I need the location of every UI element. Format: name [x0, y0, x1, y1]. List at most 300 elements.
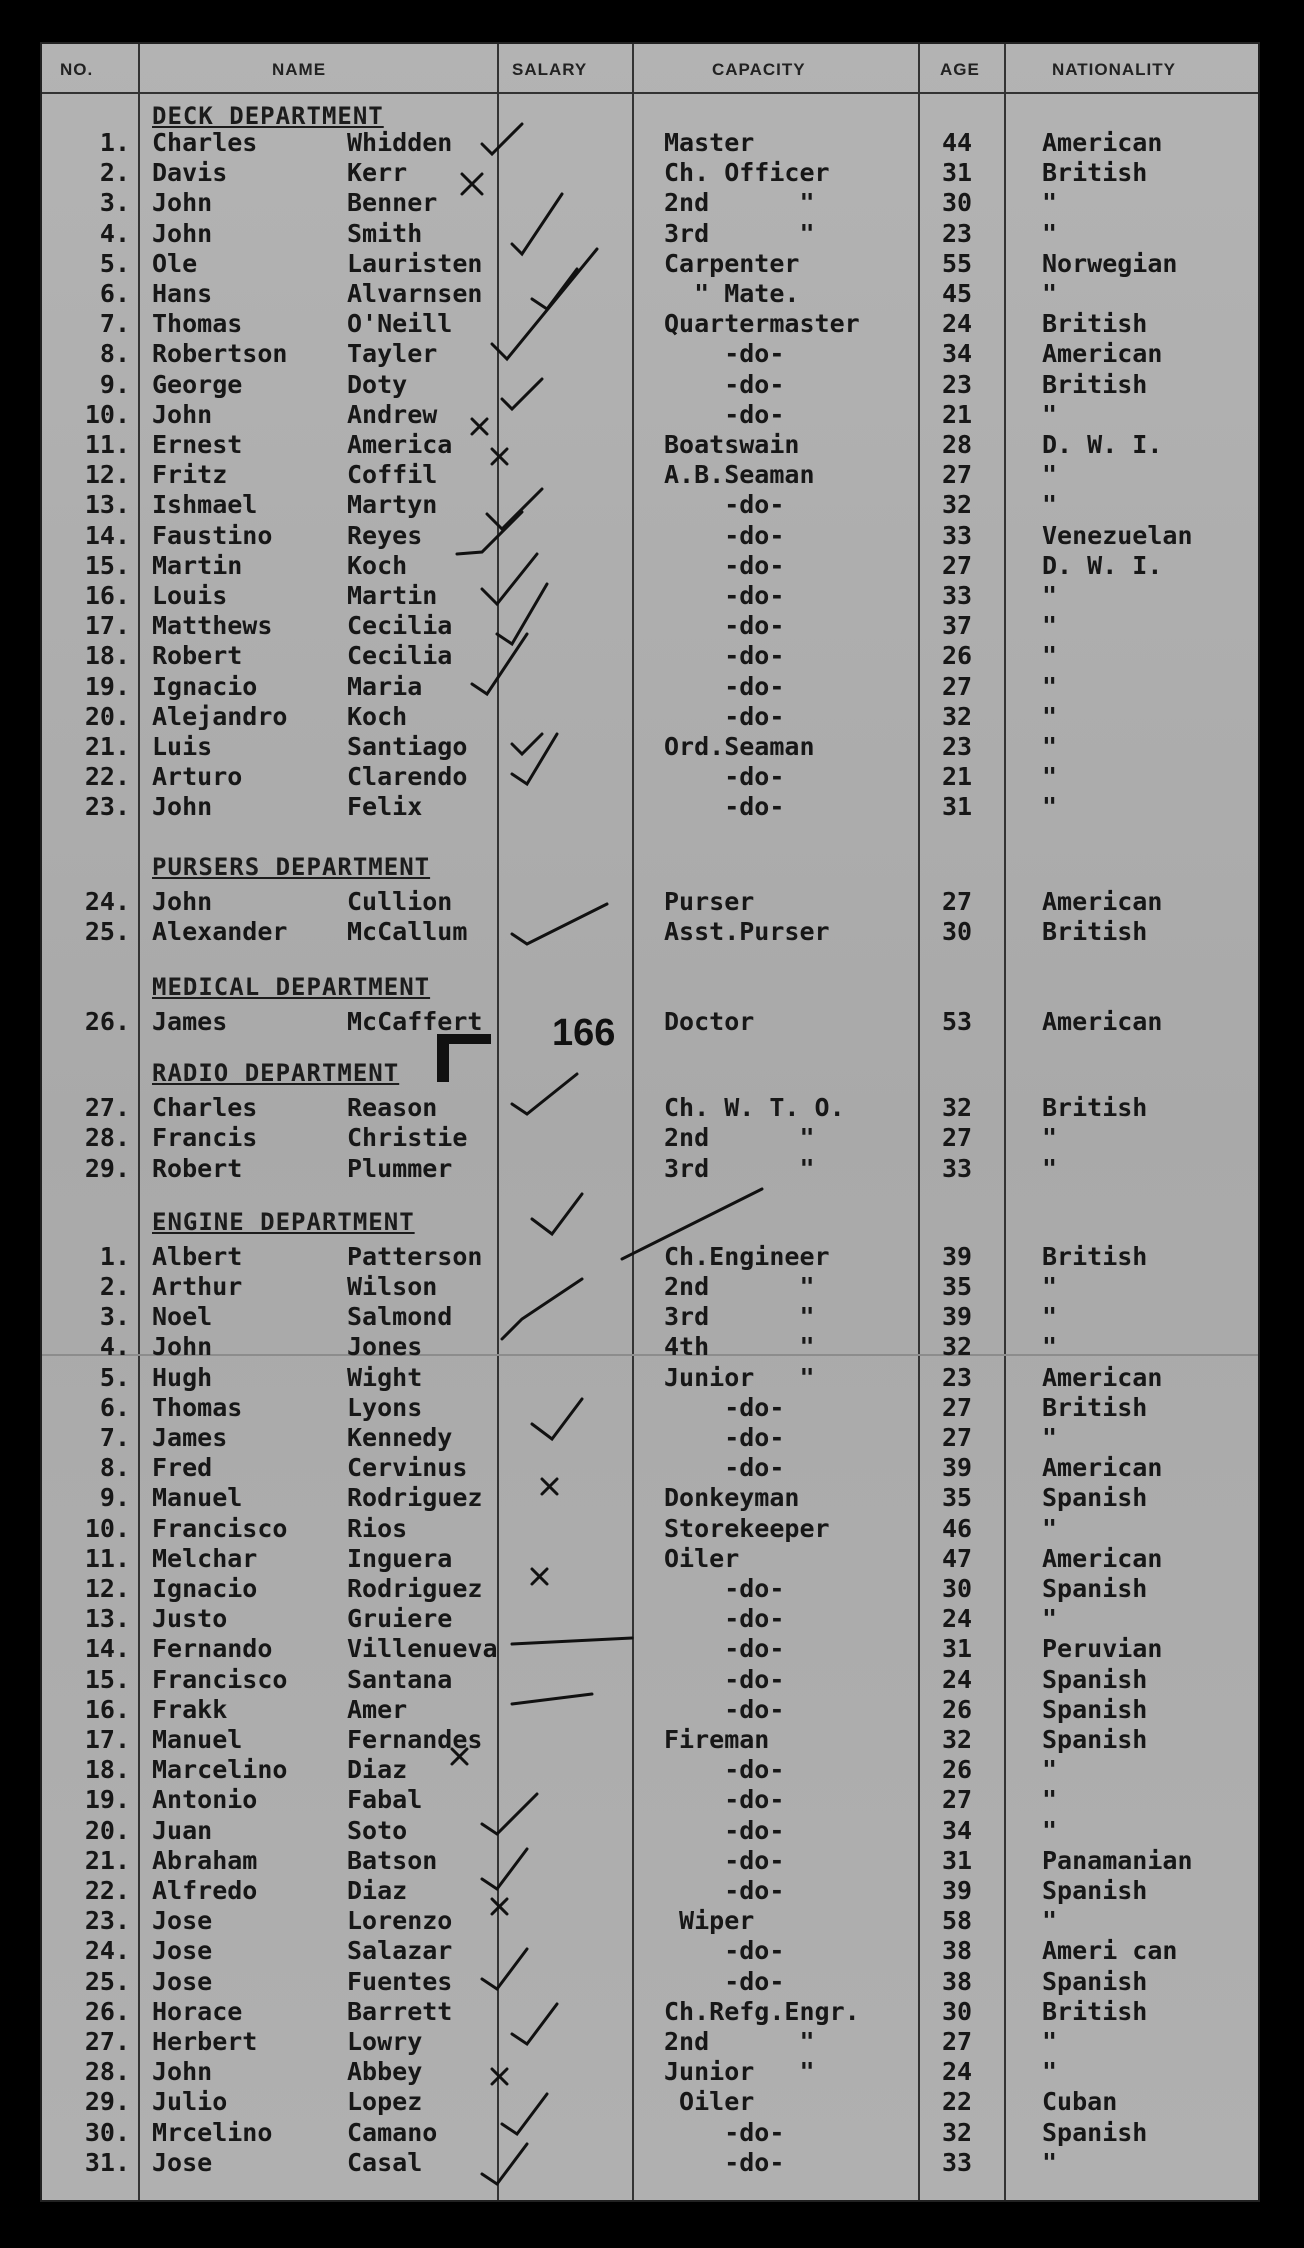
crew-nationality: Spanish: [1042, 1664, 1148, 1694]
crew-number: 5.: [99, 248, 130, 278]
crew-age: 33: [942, 581, 973, 610]
crew-number: 22.: [84, 762, 130, 792]
crew-first-name: John: [152, 218, 213, 248]
crew-age: 22: [942, 2087, 973, 2117]
crew-age: 26: [942, 1694, 973, 1724]
crew-number: 15.: [84, 1664, 130, 1694]
crew-nationality: ": [1042, 1423, 1058, 1452]
crew-last-name: Camano: [347, 2117, 438, 2147]
crew-first-name: Charles: [152, 128, 258, 157]
crew-number: 18.: [84, 641, 130, 671]
crew-capacity: -do-: [664, 701, 785, 731]
crew-list-sheet: [40, 42, 1260, 2202]
crew-first-name: Fred: [152, 1453, 213, 1483]
crew-nationality: ": [1042, 792, 1058, 822]
crew-first-name: Justo: [152, 1604, 228, 1634]
crew-nationality: Cuban: [1042, 2087, 1118, 2117]
crew-first-name: Robert: [152, 1153, 243, 1183]
crew-last-name: Diaz: [347, 1755, 408, 1785]
crew-capacity: 3rd ": [664, 1153, 815, 1183]
crew-last-name: Diaz: [347, 1876, 408, 1905]
crew-nationality: ": [1042, 1302, 1058, 1332]
crew-number: 20.: [84, 701, 130, 731]
crew-first-name: Marcelino: [152, 1755, 288, 1785]
crew-nationality: ": [1042, 218, 1058, 248]
crew-age: 28: [942, 430, 973, 459]
crew-last-name: Rodriguez: [347, 1574, 483, 1603]
crew-age: 31: [942, 1634, 973, 1664]
crew-number: 25.: [84, 1966, 130, 1996]
crew-nationality: ": [1042, 701, 1058, 731]
crew-first-name: Manuel: [152, 1483, 243, 1513]
crew-capacity: -do-: [664, 1694, 785, 1724]
crew-age: 23: [942, 1362, 973, 1392]
crew-first-name: Noel: [152, 1302, 213, 1332]
crew-capacity: -do-: [664, 1845, 785, 1875]
crew-first-name: Jose: [152, 1966, 213, 1996]
crew-first-name: Alejandro: [152, 701, 288, 731]
crew-last-name: Doty: [347, 369, 408, 399]
crew-first-name: Thomas: [152, 1392, 243, 1422]
crew-last-name: Cecilia: [347, 641, 453, 671]
crew-number: 24.: [84, 1936, 130, 1966]
crew-first-name: Manuel: [152, 1725, 243, 1754]
crew-capacity: Doctor: [664, 1007, 755, 1036]
crew-capacity: -do-: [664, 1392, 785, 1422]
crew-capacity: Ch.Engineer: [664, 1241, 830, 1271]
crew-first-name: Mrcelino: [152, 2117, 273, 2147]
crew-capacity: -do-: [664, 2117, 785, 2147]
crew-age: 21: [942, 762, 973, 792]
crew-capacity: -do-: [664, 369, 785, 399]
crew-last-name: Patterson: [347, 1241, 483, 1271]
crew-last-name: Reyes: [347, 520, 423, 550]
crew-last-name: Casal: [347, 2147, 423, 2177]
crew-last-name: Fuentes: [347, 1966, 453, 1996]
crew-nationality: British: [1042, 369, 1148, 399]
crew-nationality: ": [1042, 1272, 1058, 1301]
crew-nationality: ": [1042, 399, 1058, 429]
crew-last-name: Christie: [347, 1123, 468, 1153]
crew-last-name: America: [347, 430, 453, 459]
crew-number: 17.: [84, 611, 130, 641]
crew-age: 37: [942, 611, 973, 641]
crew-age: 26: [942, 1755, 973, 1785]
crew-first-name: Ignacio: [152, 671, 258, 701]
crew-age: 46: [942, 1513, 973, 1543]
crew-capacity: 3rd ": [664, 1302, 815, 1332]
section-title: ENGINE DEPARTMENT: [152, 1207, 415, 1236]
crew-number: 26.: [84, 1007, 130, 1036]
crew-age: 27: [942, 550, 973, 580]
crew-first-name: Herbert: [152, 2027, 258, 2056]
header-nationality: NATIONALITY: [1052, 60, 1177, 79]
crew-nationality: ": [1042, 611, 1058, 641]
crew-nationality: ": [1042, 732, 1058, 761]
crew-number: 3.: [99, 188, 130, 218]
crew-last-name: Lauristen: [347, 248, 483, 278]
header-salary: SALARY: [512, 60, 588, 79]
crew-capacity: 2nd ": [664, 2027, 815, 2056]
crew-last-name: Wilson: [347, 1272, 438, 1301]
crew-first-name: Fritz: [152, 460, 228, 490]
crew-age: 24: [942, 1664, 973, 1694]
crew-age: 21: [942, 399, 973, 429]
crew-capacity: Wiper: [664, 1906, 755, 1936]
crew-capacity: -do-: [664, 490, 785, 520]
crew-last-name: Santana: [347, 1664, 453, 1694]
crew-last-name: Soto: [347, 1815, 408, 1845]
crew-last-name: Smith: [347, 218, 423, 248]
crew-nationality: ": [1042, 188, 1058, 218]
crew-age: 26: [942, 641, 973, 671]
crew-age: 27: [942, 1392, 973, 1422]
crew-last-name: O'Neill: [347, 309, 453, 339]
crew-last-name: Lyons: [347, 1392, 423, 1422]
crew-age: 33: [942, 520, 973, 550]
crew-age: 32: [942, 1725, 973, 1754]
crew-last-name: McCaffert: [347, 1007, 483, 1036]
crew-first-name: Hans: [152, 279, 213, 308]
crew-first-name: Ishmael: [152, 490, 258, 520]
crew-nationality: ": [1042, 1815, 1058, 1845]
crew-number: 23.: [84, 1906, 130, 1936]
crew-capacity: Junior ": [664, 2057, 815, 2087]
crew-number: 15.: [84, 550, 130, 580]
crew-last-name: Reason: [347, 1093, 438, 1123]
crew-age: 27: [942, 2027, 973, 2056]
crew-first-name: Antonio: [152, 1785, 258, 1815]
crew-age: 38: [942, 1966, 973, 1996]
crew-capacity: 3rd ": [664, 218, 815, 248]
crew-first-name: Thomas: [152, 309, 243, 339]
crew-capacity: -do-: [664, 1604, 785, 1634]
crew-last-name: Andrew: [347, 399, 438, 429]
crew-age: 30: [942, 1574, 973, 1603]
crew-number: 21.: [84, 732, 130, 761]
crew-first-name: Davis: [152, 158, 228, 188]
crew-last-name: Wight: [347, 1362, 423, 1392]
crew-first-name: Juan: [152, 1815, 213, 1845]
crew-capacity: -do-: [664, 1453, 785, 1483]
crew-first-name: James: [152, 1423, 228, 1452]
crew-age: 35: [942, 1483, 973, 1513]
crew-capacity: Fireman: [664, 1725, 770, 1754]
crew-number: 27.: [84, 1093, 130, 1123]
crew-number: 4.: [99, 218, 130, 248]
crew-capacity: -do-: [664, 2147, 785, 2177]
crew-last-name: Alvarnsen: [347, 279, 483, 308]
crew-capacity: Boatswain: [664, 430, 800, 459]
crew-number: 14.: [84, 1634, 130, 1664]
crew-first-name: John: [152, 1332, 213, 1362]
crew-number: 19.: [84, 671, 130, 701]
crew-nationality: British: [1042, 1241, 1148, 1271]
crew-last-name: Koch: [347, 550, 408, 580]
crew-number: 11.: [84, 430, 130, 459]
crew-number: 29.: [84, 1153, 130, 1183]
crew-number: 21.: [84, 1845, 130, 1875]
crew-nationality: ": [1042, 1755, 1058, 1785]
crew-number: 29.: [84, 2087, 130, 2117]
crew-number: 28.: [84, 1123, 130, 1153]
crew-last-name: Cecilia: [347, 611, 453, 641]
crew-first-name: Ernest: [152, 430, 243, 459]
crew-nationality: British: [1042, 1996, 1148, 2026]
crew-number: 16.: [84, 581, 130, 610]
crew-age: 58: [942, 1906, 973, 1936]
crew-first-name: Louis: [152, 581, 228, 610]
crew-age: 27: [942, 1123, 973, 1153]
crew-capacity: -do-: [664, 762, 785, 792]
crew-age: 44: [942, 128, 973, 157]
crew-first-name: Robert: [152, 641, 243, 671]
crew-nationality: ": [1042, 2147, 1058, 2177]
crew-last-name: Martin: [347, 581, 438, 610]
crew-last-name: Martyn: [347, 490, 438, 520]
header-name: NAME: [272, 60, 327, 79]
crew-first-name: John: [152, 399, 213, 429]
crew-nationality: Ameri can: [1042, 1936, 1178, 1966]
crew-number: 5.: [99, 1362, 130, 1392]
crew-capacity: -do-: [664, 792, 785, 822]
crew-nationality: ": [1042, 2057, 1058, 2087]
crew-nationality: ": [1042, 1153, 1058, 1183]
crew-first-name: Francisco: [152, 1513, 288, 1543]
crew-number: 27.: [84, 2027, 130, 2056]
crew-capacity: -do-: [664, 1664, 785, 1694]
crew-number: 1.: [99, 1241, 130, 1271]
crew-number: 10.: [84, 1513, 130, 1543]
page-stamp-number: 166: [552, 1012, 616, 1054]
crew-nationality: American: [1042, 886, 1163, 916]
crew-capacity: -do-: [664, 671, 785, 701]
crew-last-name: Maria: [347, 671, 423, 701]
crew-nationality: D. W. I.: [1042, 550, 1163, 580]
crew-capacity: -do-: [664, 1815, 785, 1845]
crew-nationality: Venezuelan: [1042, 520, 1193, 550]
crew-capacity: Junior ": [664, 1362, 815, 1392]
crew-last-name: Salmond: [347, 1302, 453, 1332]
crew-nationality: Spanish: [1042, 1876, 1148, 1905]
crew-capacity: Oiler: [664, 2087, 755, 2117]
crew-age: 34: [942, 1815, 973, 1845]
crew-nationality: ": [1042, 460, 1058, 490]
crew-capacity: Ch.Refg.Engr.: [664, 1996, 860, 2026]
crew-capacity: -do-: [664, 520, 785, 550]
crew-capacity: Asst.Purser: [664, 916, 830, 946]
crew-age: 47: [942, 1543, 973, 1573]
crew-capacity: 4th ": [664, 1332, 815, 1362]
crew-capacity: -do-: [664, 581, 785, 610]
crew-age: 27: [942, 671, 973, 701]
crew-capacity: 2nd ": [664, 1272, 815, 1301]
crew-last-name: Barrett: [347, 1996, 453, 2026]
crew-last-name: Felix: [347, 792, 423, 822]
crew-capacity: -do-: [664, 641, 785, 671]
crew-number: 17.: [84, 1725, 130, 1754]
crew-age: 27: [942, 1785, 973, 1815]
crew-age: 45: [942, 279, 973, 308]
crew-number: 31.: [84, 2147, 130, 2177]
crew-last-name: Fabal: [347, 1785, 423, 1815]
crew-last-name: Lorenzo: [347, 1906, 453, 1936]
crew-last-name: Clarendo: [347, 762, 468, 792]
crew-nationality: ": [1042, 2027, 1058, 2056]
crew-age: 33: [942, 2147, 973, 2177]
crew-nationality: D. W. I.: [1042, 430, 1163, 459]
crew-age: 39: [942, 1302, 973, 1332]
crew-last-name: Villenueva: [347, 1634, 498, 1664]
crew-number: 2.: [99, 158, 130, 188]
crew-number: 7.: [99, 1423, 130, 1452]
crew-first-name: Martin: [152, 550, 243, 580]
crew-capacity: Donkeyman: [664, 1483, 800, 1513]
crew-capacity: -do-: [664, 1423, 785, 1452]
crew-number: 11.: [84, 1543, 130, 1573]
crew-nationality: Spanish: [1042, 1574, 1148, 1603]
section-title: RADIO DEPARTMENT: [152, 1059, 400, 1088]
crew-age: 34: [942, 339, 973, 369]
crew-capacity: -do-: [664, 1936, 785, 1966]
crew-capacity: -do-: [664, 399, 785, 429]
crew-capacity: Carpenter: [664, 248, 800, 278]
crew-last-name: Rios: [347, 1513, 408, 1543]
crew-nationality: ": [1042, 1785, 1058, 1815]
crew-age: 53: [942, 1007, 973, 1036]
crew-nationality: American: [1042, 1007, 1163, 1036]
crew-age: 30: [942, 188, 973, 218]
crew-number: 18.: [84, 1755, 130, 1785]
crew-age: 32: [942, 490, 973, 520]
crew-first-name: Alexander: [152, 916, 288, 946]
crew-first-name: Luis: [152, 732, 213, 761]
crew-number: 4.: [99, 1332, 130, 1362]
crew-nationality: ": [1042, 1513, 1058, 1543]
crew-nationality: ": [1042, 581, 1058, 610]
crew-nationality: ": [1042, 1906, 1058, 1936]
handwritten-check-marks: [42, 44, 1260, 2202]
crew-first-name: Robertson: [152, 339, 288, 369]
crew-age: 27: [942, 1423, 973, 1452]
crew-nationality: American: [1042, 128, 1163, 157]
crew-last-name: Cullion: [347, 886, 453, 916]
crew-age: 32: [942, 2117, 973, 2147]
crew-nationality: American: [1042, 1362, 1163, 1392]
crew-capacity: A.B.Seaman: [664, 460, 815, 490]
crew-first-name: George: [152, 369, 243, 399]
crew-capacity: -do-: [664, 611, 785, 641]
crew-age: 31: [942, 792, 973, 822]
crew-nationality: British: [1042, 1093, 1148, 1123]
crew-first-name: Francisco: [152, 1664, 288, 1694]
crew-capacity: -do-: [664, 339, 785, 369]
crew-last-name: Salazar: [347, 1936, 453, 1966]
crew-age: 23: [942, 218, 973, 248]
crew-first-name: Horace: [152, 1996, 243, 2026]
crew-capacity: -do-: [664, 1966, 785, 1996]
crew-first-name: Frakk: [152, 1694, 228, 1724]
crew-capacity: Ch. Officer: [664, 158, 830, 188]
crew-capacity: Master: [664, 128, 755, 157]
crew-number: 9.: [99, 369, 130, 399]
crew-age: 39: [942, 1453, 973, 1483]
crew-nationality: American: [1042, 339, 1163, 369]
crew-age: 39: [942, 1876, 973, 1905]
crew-age: 24: [942, 309, 973, 339]
crew-capacity: Storekeeper: [664, 1513, 830, 1543]
crew-number: 19.: [84, 1785, 130, 1815]
crew-nationality: ": [1042, 1332, 1058, 1362]
crew-first-name: Arthur: [152, 1272, 243, 1301]
crew-age: 32: [942, 1093, 973, 1123]
crew-first-name: Alfredo: [152, 1876, 258, 1905]
crew-number: 25.: [84, 916, 130, 946]
crew-last-name: McCallum: [347, 916, 468, 946]
crew-last-name: Cervinus: [347, 1453, 468, 1483]
crew-capacity: 2nd ": [664, 188, 815, 218]
crew-first-name: Francis: [152, 1123, 258, 1153]
crew-number: 12.: [84, 460, 130, 490]
crew-first-name: Charles: [152, 1093, 258, 1123]
crew-nationality: Spanish: [1042, 1694, 1148, 1724]
crew-nationality: Spanish: [1042, 2117, 1148, 2147]
crew-first-name: Julio: [152, 2087, 228, 2117]
crew-capacity: " Mate.: [664, 279, 800, 308]
crew-age: 30: [942, 1996, 973, 2026]
crew-number: 30.: [84, 2117, 130, 2147]
crew-capacity: -do-: [664, 1574, 785, 1603]
crew-nationality: American: [1042, 1453, 1163, 1483]
crew-number: 28.: [84, 2057, 130, 2087]
crew-age: 23: [942, 732, 973, 761]
crew-last-name: Batson: [347, 1845, 438, 1875]
crew-number: 13.: [84, 490, 130, 520]
crew-number: 8.: [99, 339, 130, 369]
crew-number: 6.: [99, 1392, 130, 1422]
crew-first-name: John: [152, 792, 213, 822]
crew-nationality: ": [1042, 1604, 1058, 1634]
crew-nationality: Spanish: [1042, 1966, 1148, 1996]
crew-number: 20.: [84, 1815, 130, 1845]
crew-number: 12.: [84, 1574, 130, 1603]
header-no: NO.: [60, 60, 94, 79]
crew-last-name: Inguera: [347, 1543, 453, 1573]
crew-nationality: British: [1042, 158, 1148, 188]
crew-last-name: Amer: [347, 1694, 408, 1724]
crew-last-name: Lopez: [347, 2087, 423, 2117]
crew-number: 16.: [84, 1694, 130, 1724]
crew-first-name: Fernando: [152, 1634, 273, 1664]
crew-last-name: Plummer: [347, 1153, 453, 1183]
crew-first-name: Abraham: [152, 1845, 258, 1875]
crew-nationality: Panamanian: [1042, 1845, 1193, 1875]
crew-number: 2.: [99, 1272, 130, 1301]
crew-age: 39: [942, 1241, 973, 1271]
crew-nationality: British: [1042, 916, 1148, 946]
crew-last-name: Coffil: [347, 460, 438, 490]
crew-first-name: Ole: [152, 248, 198, 278]
crew-capacity: -do-: [664, 550, 785, 580]
crew-last-name: Santiago: [347, 732, 468, 761]
crew-nationality: ": [1042, 490, 1058, 520]
crew-last-name: Jones: [347, 1332, 423, 1362]
crew-nationality: Norwegian: [1042, 248, 1178, 278]
crew-number: 14.: [84, 520, 130, 550]
crew-capacity: -do-: [664, 1755, 785, 1785]
crew-first-name: James: [152, 1007, 228, 1036]
crew-nationality: British: [1042, 1392, 1148, 1422]
